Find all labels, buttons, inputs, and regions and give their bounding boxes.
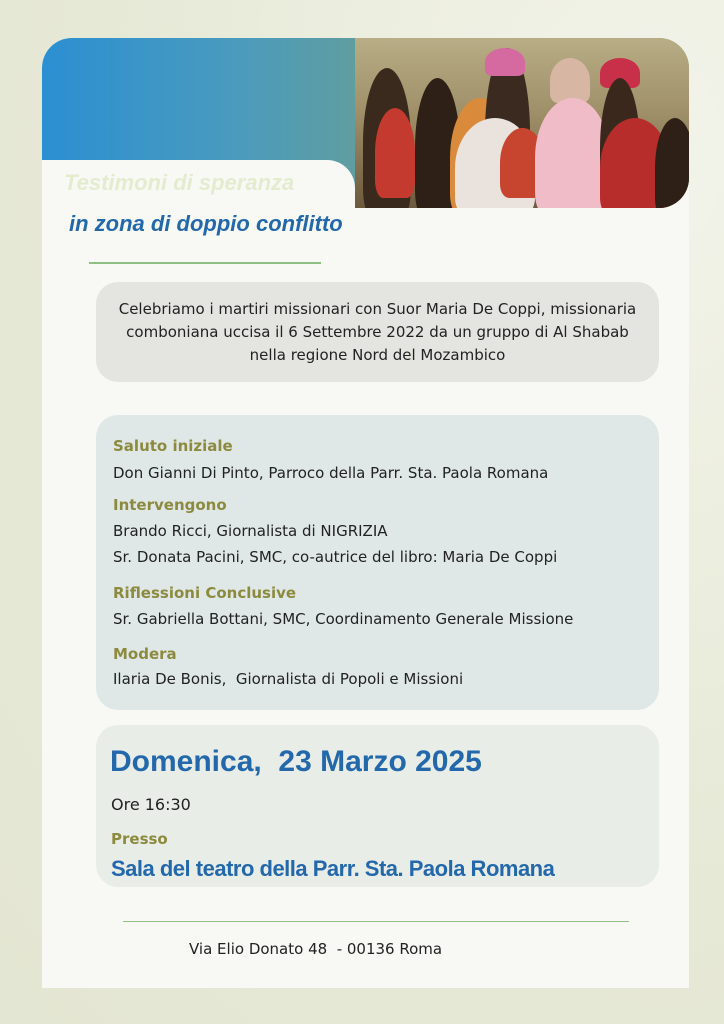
section-heading-intervengono: Intervengono <box>113 496 227 514</box>
event-time: Ore 16:30 <box>111 795 191 814</box>
section-line: Don Gianni Di Pinto, Parroco della Parr. Sta. Paola Romana <box>113 464 549 482</box>
section-heading-modera: Modera <box>113 645 177 663</box>
footer-divider <box>123 921 629 922</box>
title-line-2: in zona di doppio conflitto <box>69 211 343 236</box>
intro-text: Celebriamo i martiri missionari con Suor Maria De Coppi, missionaria comboniana uccisa il 6 Settembre 2022 da un gruppo di Al Shabab nella regione Nord del Mozambico <box>118 299 637 364</box>
section-line: Ilaria De Bonis, Giornalista di Popoli e Missioni <box>113 670 464 688</box>
event-place: Sala del teatro della Parr. Sta. Paola Romana <box>111 856 555 881</box>
section-line: Brando Ricci, Giornalista di NIGRIZIA <box>113 522 388 540</box>
title-divider <box>89 262 321 264</box>
footer-address: Via Elio Donato 48 - 00136 Roma <box>189 940 443 958</box>
title-line-1: Testimoni di speranza <box>64 170 295 195</box>
event-place-label: Presso <box>111 830 168 848</box>
event-date: Domenica, 23 Marzo 2025 <box>110 745 482 778</box>
intro-box <box>96 282 659 382</box>
header-photo <box>355 38 689 208</box>
section-heading-riflessioni: Riflessioni Conclusive <box>113 584 297 602</box>
section-line: Sr. Donata Pacini, SMC, co-autrice del libro: Maria De Coppi <box>113 548 558 566</box>
section-line: Sr. Gabriella Bottani, SMC, Coordinamento Generale Missione <box>113 610 574 628</box>
section-heading-saluto: Saluto iniziale <box>113 437 233 455</box>
